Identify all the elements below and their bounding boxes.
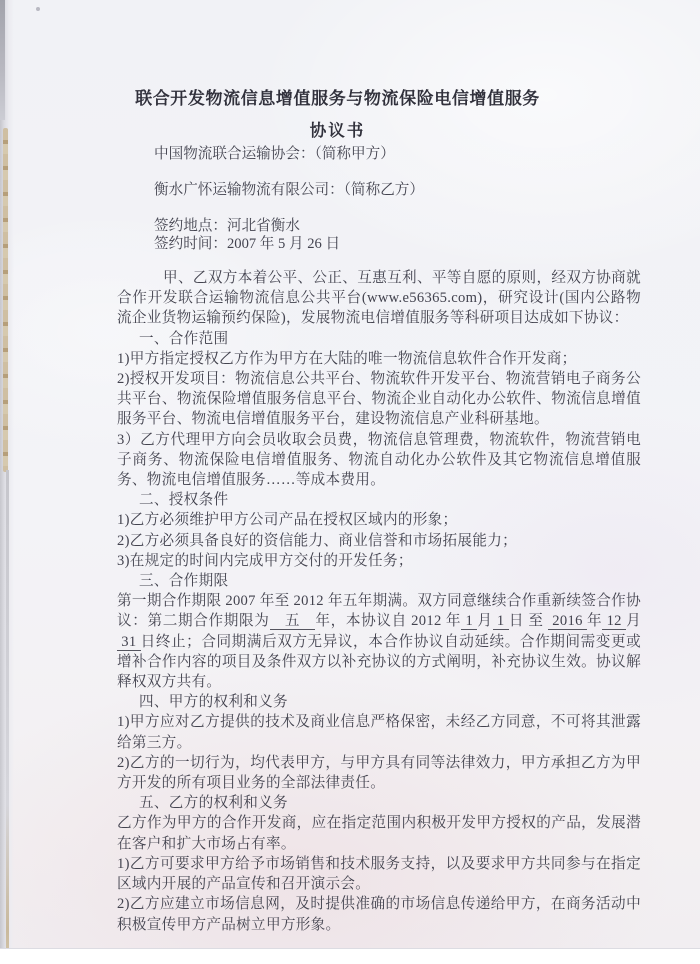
filled-blank-value: 1 [461,613,478,630]
paragraph: 1)甲方应对乙方提供的技术及商业信息严格保密，未经乙方同意，不可将其泄露给第三方。 [117,714,641,751]
page-left-edge-dark-top [0,0,5,120]
section-heading: 三、合作期限 [139,573,229,590]
filled-blank-value: 1 [492,613,509,630]
filled-blank-value: 2016 [547,613,587,630]
paragraph: 1)乙方必须维护甲方公司产品在授权区域内的形象； [117,512,458,529]
filled-blank-value: 12 [602,613,627,630]
page-left-edge-binding-strip [3,128,8,472]
paragraph: 2)乙方的一切行为，均代表甲方，与甲方具有同等法律效力，甲方承担乙方为甲方开发的所有项目业务的全部法律责任。 [117,754,641,792]
paragraph: 2)乙方必须具备良好的资信能力、商业信誉和市场拓展能力； [117,532,517,549]
document-subtitle: 协议书 [309,121,366,140]
paragraph: 1)乙方可要求甲方给予市场销售和技术服务支持，以及要求甲方共同参与在指定区域内开展的产品宣传和召开演示会。 [117,855,641,893]
filled-blank-value: 五 [269,613,316,630]
document-title: 联合开发物流信息增值服务与物流保险电信增值服务 [135,89,540,108]
paragraph: 3）乙方代理甲方向会员收取会员费，物流信息管理费，物流软件，物流营销电子商务、物流保险电信增值服务、物流自动化办公软件及其它物流信息增值服务、物流电信增值服务……等成本费用。 [117,431,641,489]
section-heading: 二、授权条件 [139,492,229,509]
filled-blank-value: 31 [117,633,141,650]
paragraph: 第一期合作期限 2007 年至 2012 年五年期满。双方同意继续合作重新续签合作协议：第二期合作期限为 五 年，本协议自 2012 年 1 月 1 日 至 2016 年 12 月 31 日终止；合同期满后双方无异议，本合作协议自动延续。合作期间需变更或增补合作内容的项目及条件双方以补充协议的方式阐明，补充协议生效。协议解释权双方共有。 [117,593,642,691]
paragraph: 3)在规定的时间内完成甲方交付的开发任务； [117,552,413,569]
parties-block [154,145,424,253]
party-b-line: 衡水广怀运输物流有限公司：（简称乙方） [154,182,424,198]
scan-speck [36,7,40,11]
sign-place-line: 签约地点：河北省衡水 [154,218,300,234]
paragraph: 乙方作为甲方的合作开发商，应在指定范围内积极开发甲方授权的产品，发展潜在客户和扩大市场占有率。 [117,815,641,852]
page-left-edge-line [6,470,9,948]
party-a-line: 中国物流联合运输协会：（简称甲方） [154,146,395,162]
paragraph: 2)乙方应建立市场信息网，及时提供准确的市场信息传递给甲方，在商务活动中积极宣传甲方产品树立甲方形象。 [117,896,641,933]
section-heading: 四、甲方的权利和义务 [139,694,288,711]
paragraph: 1)甲方指定授权乙方作为甲方在大陆的唯一物流信息软件合作开发商； [117,350,577,367]
document-body [117,268,641,935]
section-heading: 五、乙方的权利和义务 [139,795,288,812]
paragraph: 2)授权开发项目：物流信息公共平台、物流软件开发平台、物流营销电子商务公共平台、物流保险增值服务信息平台、物流企业自动化办公软件、物流信息增值服务平台、物流电信增值服务平台，建设物流信息产业科研基地。 [117,371,641,428]
section-heading: 一、合作范围 [139,330,229,347]
paragraph: 甲、乙双方本着公平、公正、互惠互利、平等自愿的原则，经双方协商就合作开发联合运输物流信息公共平台(www.e56365.com)，研究设计(国内公路物流企业货物运输预约保险)，发展物流电信增值服务等科研项目达成如下协议： [117,270,641,327]
sign-date-line: 签约时间：2007 年 5 月 26 日 [154,236,341,252]
